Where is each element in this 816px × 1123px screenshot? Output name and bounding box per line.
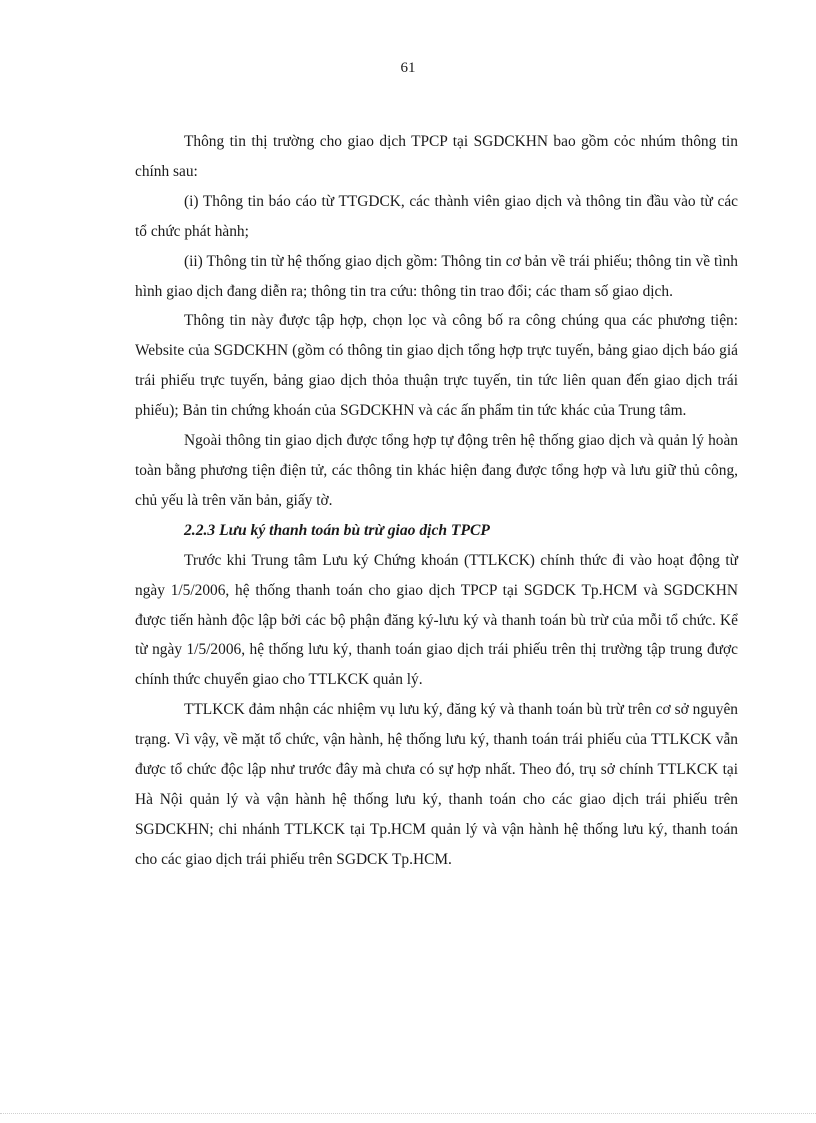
section-heading: 2.2.3 Lưu ký thanh toán bù trừ giao dịch TPCP <box>184 521 490 539</box>
paragraph-manual-storage: Ngoài thông tin giao dịch được tổng hợp tự động trên hệ thống giao dịch và quản lý hoàn toàn bằng phương tiện điện tử, các thông tin khác hiện đang được tổng hợp và lưu giữ thủ công, chủ yếu là trên văn bản, giấy tờ. <box>135 432 738 509</box>
page-number: 61 <box>400 60 416 76</box>
paragraph-publication-channels: Thông tin này được tập hợp, chọn lọc và công bố ra công chúng qua các phương tiện: Website của SGDCKHN (gồm có thông tin giao dịch tổng hợp trực tuyến, bảng giao dịch báo giá trái phiếu trực tuyến, bảng giao dịch thỏa thuận trực tuyến, tin tức liên quan đến giao dịch trái phiếu); Bản tin chứng khoán của SGDCKHN và các ấn phẩm tin tức khác của Trung tâm. <box>135 312 738 420</box>
paragraph-info-source-i: (i) Thông tin báo cáo từ TTGDCK, các thành viên giao dịch và thông tin đầu vào từ các tổ chức phát hành; <box>135 192 738 240</box>
paragraph-market-info-intro: Thông tin thị trường cho giao dịch TPCP tại SGDCKHN bao gồm cỏc nhúm thông tin chính sau: <box>135 133 738 180</box>
page-body <box>135 127 738 875</box>
paragraph-ttlkck-history: Trước khi Trung tâm Lưu ký Chứng khoán (TTLKCK) chính thức đi vào hoạt động từ ngày 1/5/2006, hệ thống thanh toán cho giao dịch TPCP tại SGDCK Tp.HCM và SGDCKHN được tiến hành độc lập bởi các bộ phận đăng ký-lưu ký và thanh toán bù trừ của mỗi tổ chức. Kể từ ngày 1/5/2006, hệ thống lưu ký, thanh toán giao dịch trái phiếu trên thị trường tập trung được chính thức chuyển giao cho TTLKCK quản lý. <box>135 551 738 689</box>
paragraph-ttlkck-organization: TTLKCK đảm nhận các nhiệm vụ lưu ký, đăng ký và thanh toán bù trừ trên cơ sở nguyên trạng. Vì vậy, về mặt tổ chức, vận hành, hệ thống lưu ký, thanh toán trái phiếu của TTLKCK vẫn được tổ chức độc lập như trước đây mà chưa có sự hợp nhất. Theo đó, trụ sở chính TTLKCK tại Hà Nội quản lý và vận hành hệ thống lưu ký, thanh toán cho các giao dịch trái phiếu trên SGDCKHN; chi nhánh TTLKCK tại Tp.HCM quản lý và vận hành hệ thống lưu ký, thanh toán cho các giao dịch trái phiếu trên SGDCK Tp.HCM. <box>135 701 738 868</box>
page-bottom-border <box>0 1113 816 1114</box>
paragraph-info-source-ii: (ii) Thông tin từ hệ thống giao dịch gồm: Thông tin cơ bản về trái phiếu; thông tin về tình hình giao dịch đang diễn ra; thông tin tra cứu: thông tin trao đổi; các tham số giao dịch. <box>135 252 738 300</box>
